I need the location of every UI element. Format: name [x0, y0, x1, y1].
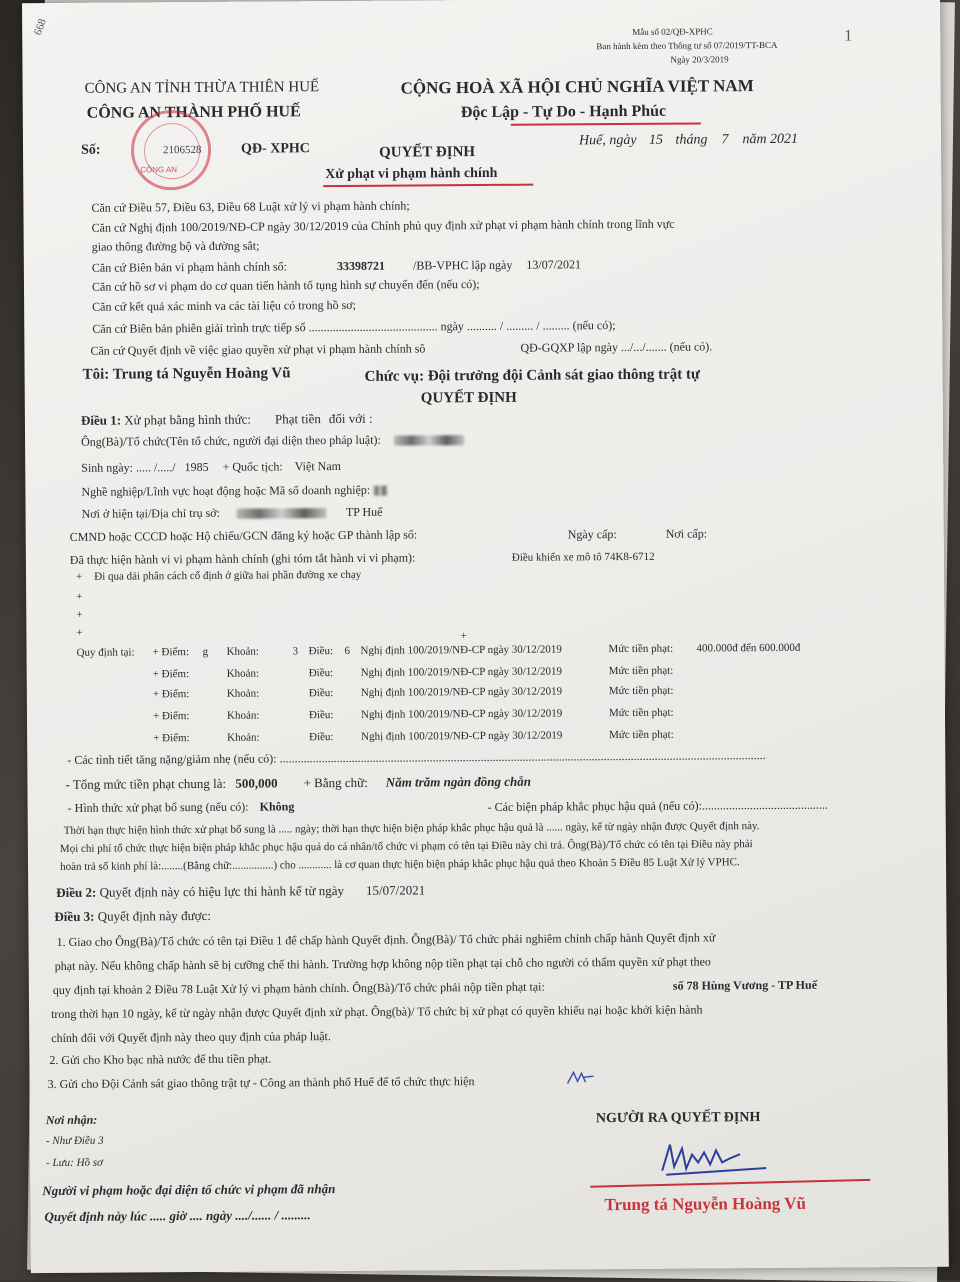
rule-row-2-diem: + Điểm: — [152, 668, 190, 681]
rule-row-4-nd: Nghị định 100/2019/NĐ-CP ngày 30/12/2019 — [360, 707, 563, 721]
document-title: QUYẾT ĐỊNH — [379, 144, 476, 161]
rule-row-4-diem: + Điểm: — [152, 710, 190, 723]
rule-row-3-khoan: Khoản: — [226, 687, 260, 700]
penalty-extra: - Hình thức xử phạt bổ sung (nếu có): Không — [67, 799, 295, 815]
payment-place: số 78 Hùng Vương - TP Huế — [672, 977, 818, 993]
rule-row-5-diem: + Điểm: — [153, 732, 190, 745]
basis-7: Căn cứ Quyết định về việc giao quyền xử phạt vi phạm hành chính sô — [90, 341, 426, 358]
violation-item-5: + — [460, 630, 467, 643]
violation-item-4: + — [76, 626, 83, 639]
rules-label: Quy định tại: — [76, 646, 135, 659]
rule-row-1-khoan-v: 3 — [292, 645, 299, 658]
nation-line1: CỘNG HOÀ XÃ HỘI CHỦ NGHĨA VIỆT NAM — [400, 76, 754, 98]
recipient-1: - Như Điều 3 — [45, 1134, 104, 1148]
article3-p3: 3. Gửi cho Đội Cảnh sát giao thông trật tự - Công an thành phố Huế để tổ chức thực hiện — [47, 1074, 475, 1092]
penalty-circumstances: - Các tình tiết tăng nặng/giảm nhẹ (nếu có): .................................................................................................................................................................. — [67, 748, 766, 767]
rule-row-3-dieu: Điều: — [308, 687, 334, 700]
signer-title: NGƯỜI RA QUYẾT ĐỊNH — [595, 1110, 761, 1127]
nation-underline — [511, 122, 701, 125]
penalty-total: - Tổng mức tiền phạt chung là: 500,000 + Bằng chữ: Năm trăm ngàn đồng chẵn — [65, 773, 532, 792]
penalty-deadline1: Thời hạn thực hiện hình thức xử phạt bổ sung là ..... ngày; thời hạn thực hiện biện pháp khắc phục hậu quả là ...... ngày, kể từ ngày nhận được Quyết định này. — [63, 820, 760, 837]
rule-row-1-nd: Nghị định 100/2019/NĐ-CP ngày 30/12/2019 — [360, 643, 562, 657]
article1-org: Ông(Bà)/Tổ chức(Tên tổ chức, người đại diện theo pháp luật): — [81, 432, 464, 450]
rule-row-2-muc: Mức tiền phạt: — [608, 664, 674, 678]
decision-suffix: QĐ- XPHC — [240, 141, 310, 157]
form-ref-line2: Ban hành kèm theo Thông tư số 07/2019/TT-BCA — [596, 39, 778, 52]
rule-row-3-nd: Nghị định 100/2019/NĐ-CP ngày 30/12/2019 — [360, 685, 563, 699]
rule-row-5-nd: Nghị định 100/2019/NĐ-CP ngày 30/12/2019 — [361, 729, 563, 743]
date-place: Huế, ngày 15 tháng 7 năm 2021 — [578, 131, 799, 149]
decision-document — [22, 0, 949, 1273]
rule-row-1-muc: Mức tiền phạt: — [608, 642, 674, 656]
article3: Điều 3: Quyết định này được: — [54, 907, 211, 925]
redacted-name — [394, 435, 464, 445]
signature — [656, 1134, 776, 1185]
decision-heading: QUYẾT ĐỊNH — [420, 389, 517, 407]
article1-id-place: Nơi cấp: — [665, 526, 708, 541]
rule-row-1-muc-v: 400.000đ đến 600.000đ — [696, 641, 801, 655]
basis-5: Căn cứ kết quả xác minh va các tài liệu có trong hồ sơ; — [92, 297, 356, 314]
article1-id: CMND hoặc CCCD hoặc Hộ chiếu/GCN đăng ký hoặc GP thành lập số: — [69, 527, 418, 544]
article1-id-date: Ngày cấp: — [567, 527, 617, 542]
article3-p1d: trong thời hạn 10 ngày, kể từ ngày nhận được Quyết định xử phạt. Ông(bà)/ Tổ chức bị xử phạt có quyền khiếu nại hoặc khởi kiện hành — [51, 1002, 703, 1022]
initial-mark — [565, 1069, 595, 1087]
officer-position: Chức vụ: Đội trưởng đội Cảnh sát giao thông trật tự — [364, 366, 701, 385]
rule-row-4-dieu: Điều: — [308, 709, 334, 722]
violation-item-1: + Đi qua dải phân cách cố định ở giữa hai phần đường xe chạy — [75, 568, 362, 583]
rule-row-1-dieu-v: 6 — [344, 644, 351, 657]
rule-row-2-dieu: Điều: — [308, 667, 334, 680]
rule-row-2-khoan: Khoản: — [226, 667, 260, 680]
form-ref-line3: Ngày 20/3/2019 — [670, 54, 729, 65]
basis-record: Căn cứ Biên bản vi phạm hành chính số: 33398721 /BB-VPHC lập ngày 13/07/2021 — [91, 257, 582, 275]
rule-row-1-dieu: Điều: — [308, 645, 334, 658]
article3-p2: 2. Gửi cho Kho bạc nhà nước để thu tiền phạt. — [49, 1051, 272, 1068]
basis-6: Căn cứ Biên bản phiên giải trình trực tiếp số ........................................... ngày .......... / ......... / ......... (nếu có); — [92, 318, 616, 336]
agency-line1: CÔNG AN TỈNH THỪA THIÊN HUẾ — [84, 79, 320, 97]
article1-address: Nơi ở hiện tại/Địa chỉ trụ sở: TP Huế — [81, 504, 383, 521]
violation-item-2: + — [76, 590, 83, 603]
rule-row-1-khoan: Khoản: — [226, 645, 259, 658]
redacted-address — [237, 508, 327, 519]
decision-number: 2106528 — [162, 143, 202, 157]
article3-p1c: quy định tại khoản 2 Điều 78 Luật Xử lý vi phạm hành chính. Ông(Bà)/Tổ chức phải nộp tiền phạt tại: — [52, 979, 545, 998]
basis-3: giao thông đường bộ và đường sắt; — [91, 238, 260, 254]
rule-row-5-muc: Mức tiền phạt: — [609, 728, 674, 742]
rule-row-3-muc: Mức tiền phạt: — [608, 684, 674, 698]
rule-row-4-muc: Mức tiền phạt: — [608, 706, 674, 720]
violation-item-3: + — [76, 608, 83, 621]
recipients-label: Nơi nhận: — [45, 1112, 98, 1128]
article1-line: Điều 1: Xử phạt bằng hình thức: Phạt tiền đối với : — [80, 410, 373, 428]
document-subtitle: Xử phạt vi phạm hành chính — [325, 165, 498, 183]
rule-row-5-khoan: Khoản: — [227, 731, 260, 744]
article2: Điều 2: Quyết định này có hiệu lực thi hành kể từ ngày 15/07/2021 — [56, 882, 426, 900]
article1-job: Nghề nghiệp/Lĩnh vực hoạt động hoặc Mã số doanh nghiệp: — [81, 483, 387, 500]
signer-name: Trung tá Nguyễn Hoàng Vũ — [604, 1193, 807, 1215]
recipient-2: - Lưu: Hồ sơ — [46, 1156, 103, 1170]
stamp-text: CÔNG AN — [140, 165, 178, 175]
rule-row-3-diem: + Điểm: — [152, 688, 190, 701]
basis-2: Căn cứ Nghị định 100/2019/NĐ-CP ngày 30/12/2019 của Chính phủ quy định xử phạt vi phạm hành chính trong lĩnh vực — [91, 216, 675, 235]
subtitle-underline — [323, 184, 533, 187]
article3-p1e: chính đối với Quyết định này theo quy định của pháp luật. — [51, 1029, 331, 1046]
so-label: Số: — [80, 142, 101, 158]
receiver-line2: Quyết định này lúc ..... giờ .... ngày ..../...... / ......... — [44, 1207, 311, 1225]
basis-8: QĐ-GQXP lập ngày .../.../....... (nếu có). — [520, 339, 713, 355]
article1-vehicle: Điều khiển xe mô tô 74K8-6712 — [511, 550, 655, 564]
penalty-deadline2: Mọi chi phí tổ chức thực hiện biện pháp khắc phục hậu quả do cá nhân/tổ chức vi phạm có tên tại Điều này chi trả. Ông(Bà)/Tổ chức có tên tại Điều này phải — [59, 838, 753, 855]
form-ref-line1: Mẫu số 02/QĐ-XPHC — [632, 26, 713, 37]
rule-row-1-diem-v: g — [202, 645, 209, 658]
article1-dob: Sinh ngày: ..... /...../ 1985 + Quốc tịch: Việt Nam — [81, 458, 342, 475]
article3-p1a: 1. Giao cho Ông(Bà)/Tổ chức có tên tại Điều 1 để chấp hành Quyết định. Ông(Bà)/ Tổ chức phải nghiêm chỉnh chấp hành Quyết định xử — [56, 930, 716, 949]
officer-name: Tôi: Trung tá Nguyễn Hoàng Vũ — [82, 365, 291, 383]
rule-row-2-nd: Nghị định 100/2019/NĐ-CP ngày 30/12/2019 — [360, 665, 562, 679]
penalty-remedy: - Các biện pháp khắc phục hậu quả (nếu có):.......................................... — [487, 797, 828, 814]
redacted-job — [373, 486, 387, 496]
basis-4: Căn cứ hồ sơ vi phạm do cơ quan tiến hành tố tụng hình sự chuyển đến (nếu có); — [91, 277, 480, 294]
nation-line2: Độc Lập - Tự Do - Hạnh Phúc — [460, 102, 667, 122]
article3-p1b: phạt này. Nếu không chấp hành sẽ bị cưỡng chế thi hành. Trường hợp không nộp tiền phạt tại chỗ cho người có thẩm quyền xử phạt theo — [54, 954, 711, 973]
receiver-line1: Người vi phạm hoặc đại diện tổ chức vi phạm đã nhận — [42, 1181, 336, 1199]
agency-line2: CÔNG AN THÀNH PHỐ HUẾ — [86, 103, 301, 122]
rule-row-4-khoan: Khoản: — [226, 709, 260, 722]
penalty-deadline3: hoàn trả số kinh phí là:........(Bằng chữ:...............) cho ............ là cơ quan thực hiện biện pháp khắc phục hậu quả theo Khoản 5 Điều 85 Luật Xử lý VPHC. — [60, 856, 740, 873]
rule-row-1-diem: + Điểm: — [152, 646, 190, 659]
basis-1: Căn cứ Điều 57, Điều 63, Điều 68 Luật xử lý vi phạm hành chính; — [91, 198, 410, 215]
article1-violation-label: Đã thực hiện hành vi vi phạm hành chính (ghi tóm tắt hành vi vi phạm): — [69, 550, 416, 567]
page-note: 668 — [32, 17, 49, 37]
rule-row-5-dieu: Điều: — [309, 731, 334, 744]
page-number: 1 — [844, 27, 853, 45]
